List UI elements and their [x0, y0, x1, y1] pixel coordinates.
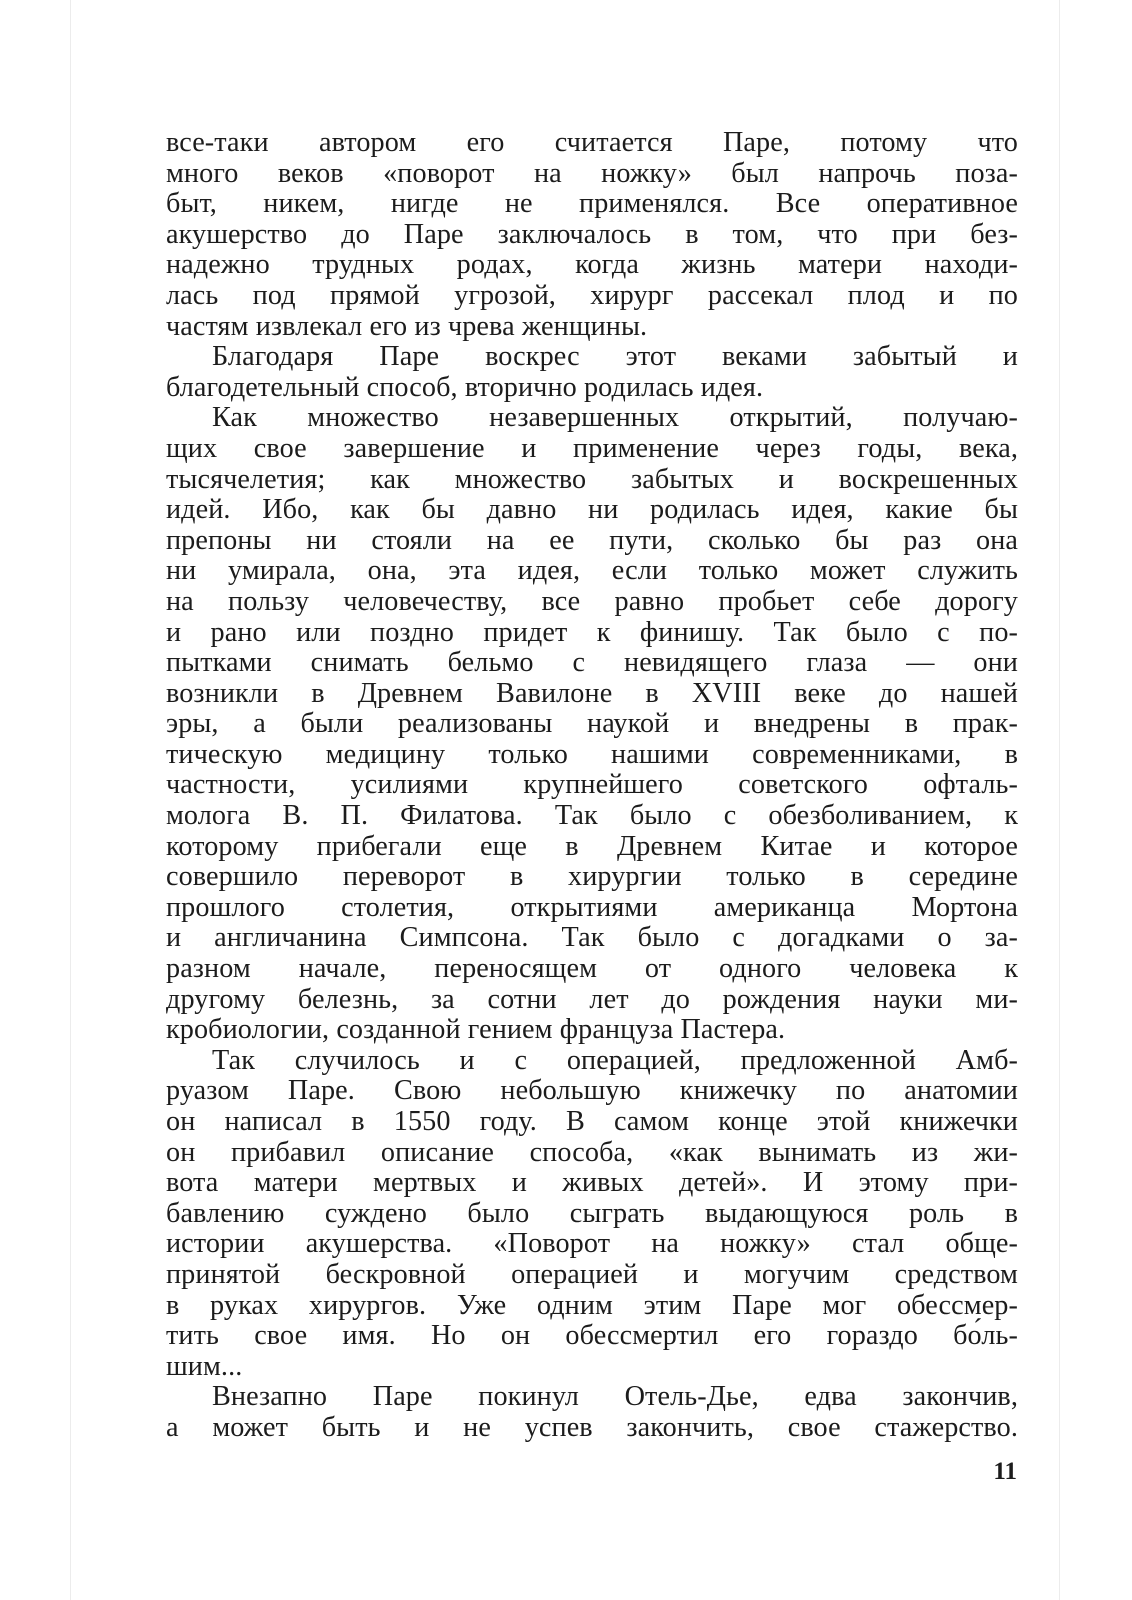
paragraph [166, 1046, 1018, 1383]
text-line: Благодаря Паре воскрес этот веками забытый и [212, 341, 1018, 373]
text-line: и англичанина Симпсона. Так было с догадками о за- [166, 922, 1018, 954]
text-line: препоны ни стояли на ее пути, сколько бы раз она [166, 524, 1018, 556]
text-line: акушерство до Паре заключалось в том, что при без- [166, 218, 1018, 250]
text-line: Как множество незавершенных открытий, получаю- [212, 402, 1018, 434]
text-line: молога В. П. Филатова. Так было с обезболиванием, к [166, 800, 1018, 832]
text-line: другому белезнь, за сотни лет до рождения науки ми- [166, 983, 1018, 1015]
book-page [70, 0, 1060, 1600]
text-line: частям извлекал его из чрева женщины. [166, 310, 648, 342]
text-line: много веков «поворот на ножку» был напрочь поза- [166, 157, 1018, 189]
text-line: Внезапно Паре покинул Отель-Дье, едва закончив, [212, 1381, 1018, 1413]
text-line: которому прибегали еще в Древнем Китае и которое [166, 830, 1018, 862]
body-text [166, 128, 1018, 1444]
text-line: руазом Паре. Свою небольшую книжечку по анатомии [166, 1075, 1018, 1107]
text-line: и рано или поздно придет к финишу. Так было с по- [166, 616, 1018, 648]
text-line: тическую медицину только нашими современниками, в [166, 738, 1018, 770]
text-line: прошлого столетия, открытиями американца Мортона [166, 891, 1018, 923]
text-line: тить свое имя. Но он обессмертил его гораздо бо́ль- [166, 1320, 1018, 1352]
text-line: бавлению суждено было сыграть выдающуюся роль в [166, 1197, 1018, 1229]
text-line: принятой бескровной операцией и могучим средством [166, 1258, 1018, 1290]
text-line: лась под прямой угрозой, хирург рассекал плод и по [166, 279, 1018, 311]
text-line: совершило переворот в хирургии только в середине [166, 861, 1018, 893]
text-line: щих свое завершение и применение через годы, века, [166, 432, 1018, 464]
paragraph [166, 342, 1018, 403]
text-line: в руках хирургов. Уже одним этим Паре мог обессмер- [166, 1289, 1018, 1321]
text-line: надежно трудных родах, когда жизнь матери находи- [166, 249, 1018, 281]
text-line: пытками снимать бельмо с невидящего глаза — они [166, 647, 1018, 679]
text-line: на пользу человечеству, все равно пробьет себе дорогу [166, 585, 1018, 617]
text-line: идей. Ибо, как бы давно ни родилась идея, какие бы [166, 494, 1018, 526]
text-line: кробиологии, созданной гением француза Пастера. [166, 1014, 786, 1046]
text-line: быт, никем, нигде не применялся. Все оперативное [166, 188, 1018, 220]
text-line: эры, а были реализованы наукой и внедрены в прак- [166, 708, 1018, 740]
paragraph [166, 403, 1018, 1045]
page-number: 11 [993, 1458, 1017, 1485]
text-line: ни умирала, она, эта идея, если только может служить [166, 555, 1018, 587]
paragraph [166, 128, 1018, 342]
text-line: все-таки автором его считается Паре, потому что [166, 127, 1018, 158]
text-line: шим... [166, 1350, 243, 1382]
paragraph [166, 1382, 1018, 1443]
text-line: истории акушерства. «Поворот на ножку» стал обще- [166, 1228, 1018, 1260]
text-line: а может быть и не успев закончить, свое стажерство. [166, 1411, 1018, 1443]
text-line: он прибавил описание способа, «как вынимать из жи- [166, 1136, 1018, 1168]
text-line: благодетельный способ, вторично родилась идея. [166, 371, 764, 403]
text-line: он написал в 1550 году. В самом конце этой книжечки [166, 1106, 1018, 1137]
text-line: вота матери мертвых и живых детей». И этому при- [166, 1167, 1018, 1199]
text-line: тысячелетия; как множество забытых и воскрешенных [166, 463, 1018, 495]
text-line: возникли в Древнем Вавилоне в XVIII веке до нашей [166, 677, 1018, 709]
text-line: Так случилось и с операцией, предложенной Амб- [212, 1044, 1018, 1076]
text-line: частности, усилиями крупнейшего советского офталь- [166, 769, 1018, 801]
text-line: разном начале, переносящем от одного человека к [166, 953, 1018, 985]
